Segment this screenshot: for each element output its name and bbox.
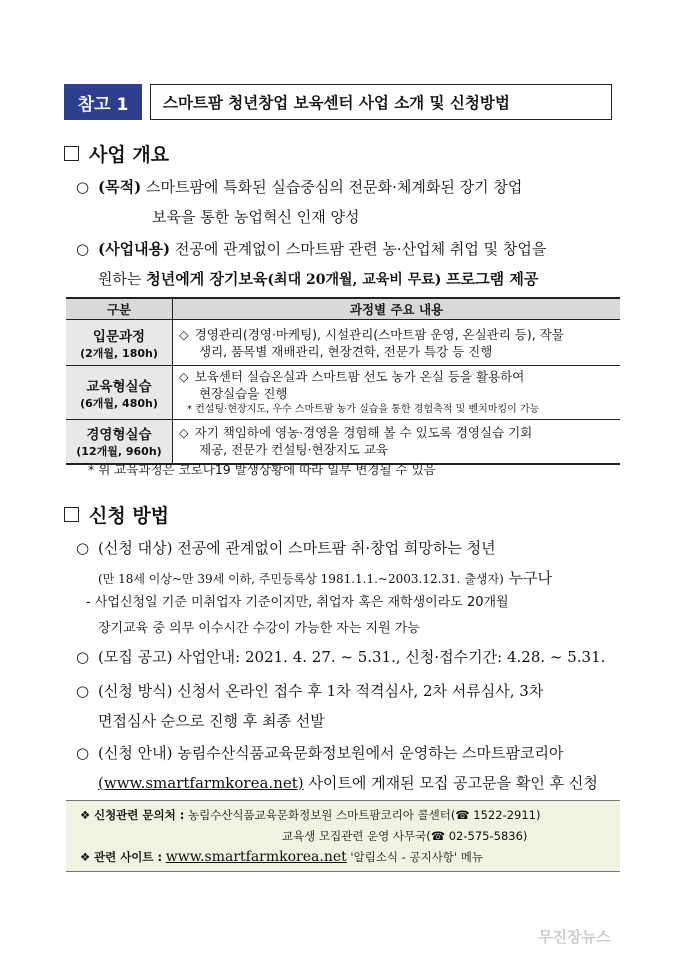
site-link[interactable]: www.smartfarmkorea.net [165, 849, 347, 865]
course-table [66, 297, 620, 465]
circle-bullet-icon: ○ [76, 539, 90, 557]
purpose-label: (목적) [98, 178, 142, 196]
diamond-marker-icon: ❖ [80, 808, 91, 822]
content-label: (사업내용) [98, 240, 171, 258]
checkbox-square-icon [64, 146, 79, 161]
course-note: * 컨설팅·현장지도, 우수 스마트팜 농가 실습을 통한 경험축적 및 벤치마킹이 가능 [187, 404, 540, 415]
dash-note-line2: 장기교육 중 의무 이수시간 수강이 가능한 자는 지원 가능 [98, 621, 420, 636]
method-paragraph [76, 676, 622, 736]
notice-paragraph [76, 642, 622, 672]
course-line2: 제공, 전문가 컨설팅·현장지도 교육 [199, 442, 388, 458]
course-line2: 현장실습을 진행 [199, 386, 288, 401]
circle-bullet-icon: ○ [76, 744, 90, 762]
course-name: 입문과정 [92, 328, 146, 345]
table-row [66, 366, 620, 420]
circle-bullet-icon: ○ [76, 682, 90, 700]
content-line2-a: 원하는 [98, 270, 142, 288]
diamond-bullet-icon: ◇ [179, 326, 189, 342]
course-name: 교육형실습 [86, 378, 152, 395]
course-content [173, 366, 621, 420]
circle-bullet-icon: ○ [76, 648, 90, 666]
diamond-marker-icon: ❖ [80, 850, 91, 864]
target-line2-paren: (만 18세 이상~만 39세 이하, 주민등록상 1981.1.1.~2003.12.31. 출생자) [98, 572, 504, 586]
dash-note-line1: - 사업신청일 기준 미취업자 기준이지만, 취업자 혹은 재학생이라도 20개월 [86, 595, 509, 610]
method-line1: (신청 방식) 신청서 온라인 접수 후 1차 적격심사, 2차 서류심사, 3차 [98, 682, 544, 700]
reference-tag: 참고 1 [64, 84, 142, 120]
content-paragraph [76, 234, 622, 295]
checkbox-square-icon [64, 507, 79, 522]
content-line2-paren: (최대 20개월, 교육비 무료) [267, 272, 442, 288]
table-header-category: 구분 [66, 298, 173, 320]
content-line2-bold: 청년에게 장기보육 [146, 270, 268, 288]
circle-bullet-icon: ○ [76, 240, 90, 258]
smartfarmkorea-link[interactable]: (www.smartfarmkorea.net) [98, 774, 304, 792]
purpose-line1: 스마트팜에 특화된 실습중심의 전문화·체계화된 장기 창업 [145, 178, 523, 196]
contact-callcenter: 농림수산식품교육문화정보원 스마트팜코리아 콜센터(☎ 1522-2911) [188, 808, 541, 822]
method-line2: 면접심사 순으로 진행 후 최종 선발 [98, 712, 325, 730]
guide-line2: 사이트에 게재된 모집 공고문을 확인 후 신청 [308, 774, 598, 792]
course-line1: 경영관리(경영·마케팅), 시설관리(스마트팜 운영, 온실관리 등), 작물 [194, 326, 564, 342]
purpose-line2: 보육을 통한 농업혁신 인재 양성 [152, 208, 360, 226]
news-watermark: 무진장뉴스 [538, 928, 611, 946]
course-category [66, 320, 173, 366]
diamond-bullet-icon: ◇ [179, 425, 189, 441]
site-menu: '알림소식 - 공지사항' 메뉴 [350, 850, 483, 864]
table-footnote: * 위 교육과정은 코로나19 발생상황에 따라 일부 변경될 수 있음 [88, 462, 436, 477]
contact-label: 신청관련 문의처 : [93, 808, 185, 822]
course-content [173, 420, 621, 464]
course-line1: 자기 책임하에 영농·경영을 경험해 볼 수 있도록 경영실습 기회 [194, 425, 533, 441]
course-category [66, 366, 173, 420]
purpose-paragraph [76, 172, 622, 232]
table-row [66, 320, 620, 366]
guide-paragraph [76, 738, 622, 798]
content-line2 [76, 264, 622, 295]
course-content [173, 320, 621, 366]
table-row [66, 420, 620, 464]
guide-line1: (신청 안내) 농림수산식품교육문화정보원에서 운영하는 스마트팜코리아 [98, 744, 564, 762]
overview-heading-text: 사업 개요 [89, 144, 170, 166]
site-label: 관련 사이트 : [93, 850, 163, 864]
course-duration: (12개월, 960h) [76, 445, 162, 459]
course-name: 경영형실습 [86, 427, 152, 444]
course-line1: 보육센터 실습온실과 스마트팜 선도 농가 온실 등을 활용하여 [194, 369, 525, 384]
content-line2-end: 프로그램 제공 [446, 270, 539, 288]
overview-heading [64, 140, 169, 167]
target-line2-end: 누구나 [508, 569, 553, 587]
contact-office: 교육생 모집관련 운영 사무국(☎ 02-575-5836) [282, 829, 528, 843]
course-duration: (2개월, 180h) [80, 346, 158, 360]
dash-note [86, 590, 626, 642]
contact-box [66, 800, 620, 872]
target-line1: (신청 대상) 전공에 관계없이 스마트팜 취·창업 희망하는 청년 [98, 539, 496, 557]
document-title: 스마트팜 청년창업 보육센터 사업 소개 및 신청방법 [150, 84, 612, 120]
document-header [64, 84, 612, 120]
circle-bullet-icon: ○ [76, 178, 90, 196]
diamond-bullet-icon: ◇ [179, 369, 189, 384]
apply-heading-text: 신청 방법 [89, 505, 170, 527]
notice-text: (모집 공고) 사업안내: 2021. 4. 27. ~ 5.31., 신청·접수기간: 4.28. ~ 5.31. [98, 648, 606, 666]
course-line2: 생리, 품목별 재배관리, 현장견학, 전문가 특강 등 진행 [199, 343, 493, 359]
target-paragraph [76, 533, 622, 594]
course-duration: (6개월, 480h) [80, 396, 158, 410]
course-category [66, 420, 173, 464]
content-line1: 전공에 관계없이 스마트팜 관련 농·산업체 취업 및 창업을 [174, 240, 547, 258]
table-header-content: 과정별 주요 내용 [173, 298, 621, 320]
apply-heading [64, 501, 169, 528]
